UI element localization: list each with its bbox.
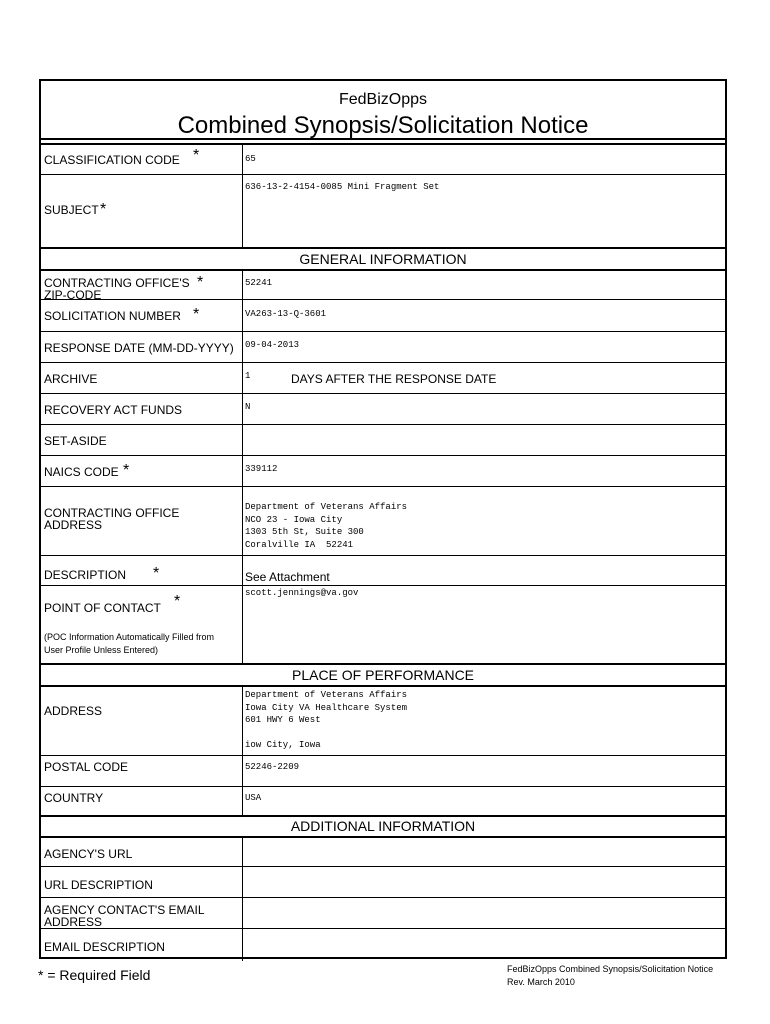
form-header-title: FedBizOpps <box>338 91 428 108</box>
subject-label: SUBJECT <box>44 203 99 217</box>
agency-email-label-line1: AGENCY CONTACT'S EMAIL <box>44 903 205 917</box>
set-aside-label: SET-ASIDE <box>44 434 107 448</box>
divider <box>41 269 725 271</box>
section-additional-information: ADDITIONAL INFORMATION <box>290 818 476 834</box>
column-divider <box>242 837 243 961</box>
divider <box>41 455 725 456</box>
divider <box>41 928 725 929</box>
footer-form-name: FedBizOpps Combined Synopsis/Solicitation Notice <box>507 964 714 974</box>
footer-revision: Rev. March 2010 <box>507 977 575 987</box>
required-marker: * <box>193 147 200 164</box>
divider <box>41 424 725 425</box>
classification-code-value[interactable]: 65 <box>245 154 256 164</box>
archive-label: ARCHIVE <box>44 372 98 386</box>
naics-code-value[interactable]: 339112 <box>245 464 278 474</box>
url-description-label: URL DESCRIPTION <box>44 878 153 892</box>
subject-value[interactable]: 636-13-2-4154-0085 Mini Fragment Set <box>245 182 440 192</box>
solicitation-number-value[interactable]: VA263-13-Q-3601 <box>245 309 327 319</box>
divider <box>41 138 725 140</box>
naics-code-label: NAICS CODE <box>44 465 119 479</box>
poc-note-line1: (POC Information Automatically Filled from <box>44 632 215 642</box>
contracting-office-address-value[interactable]: Department of Veterans Affairs NCO 23 - Iowa City 1303 5th St, Suite 300 Coralville IA 52241 <box>245 502 408 550</box>
point-of-contact-value[interactable]: scott.jennings@va.gov <box>245 588 359 598</box>
column-divider <box>242 144 243 248</box>
postal-code-value[interactable]: 52246-2209 <box>245 762 300 772</box>
zip-label-line2: ZIP-CODE <box>44 288 102 302</box>
divider <box>41 815 725 817</box>
solicitation-number-label: SOLICITATION NUMBER <box>44 309 181 323</box>
classification-code-label: CLASSIFICATION CODE <box>44 153 180 167</box>
divider <box>41 299 725 300</box>
divider <box>41 331 725 332</box>
description-label: DESCRIPTION <box>44 568 127 582</box>
description-value[interactable]: See Attachment <box>245 570 330 584</box>
archive-suffix: DAYS AFTER THE RESPONSE DATE <box>291 372 497 386</box>
pop-address-value[interactable]: Department of Veterans Affairs Iowa City VA Healthcare System 601 HWY 6 West iow City, Iowa <box>245 690 408 750</box>
response-date-value[interactable]: 09-04-2013 <box>245 340 300 350</box>
contracting-office-label-line1: CONTRACTING OFFICE <box>44 506 180 520</box>
divider <box>41 174 725 175</box>
recovery-act-label: RECOVERY ACT FUNDS <box>44 403 183 417</box>
divider <box>41 362 725 363</box>
divider <box>41 486 725 487</box>
divider <box>41 247 725 249</box>
divider <box>41 897 725 898</box>
required-marker: * <box>123 462 130 479</box>
required-field-note: * = Required Field <box>38 967 151 983</box>
divider <box>41 786 725 787</box>
postal-code-label: POSTAL CODE <box>44 760 129 774</box>
archive-value[interactable]: 1 <box>245 371 251 381</box>
divider <box>41 755 725 756</box>
section-general-information: GENERAL INFORMATION <box>299 251 467 267</box>
contracting-office-label-line2: ADDRESS <box>44 518 103 532</box>
pop-address-label: ADDRESS <box>44 704 103 718</box>
divider <box>41 663 725 665</box>
form-header-subtitle: Combined Synopsis/Solicitation Notice <box>177 112 589 139</box>
agency-email-label-line2: ADDRESS <box>44 915 103 929</box>
recovery-act-value[interactable]: N <box>245 402 251 412</box>
country-label: COUNTRY <box>44 791 104 805</box>
poc-note-line2: User Profile Unless Entered) <box>44 645 159 655</box>
required-marker: * <box>100 201 107 218</box>
required-marker: * <box>174 593 181 610</box>
point-of-contact-label: POINT OF CONTACT <box>44 601 161 615</box>
response-date-label: RESPONSE DATE (MM-DD-YYYY) <box>44 341 234 355</box>
divider <box>41 143 725 145</box>
divider <box>41 585 725 586</box>
divider <box>41 685 725 687</box>
zip-value[interactable]: 52241 <box>245 278 273 288</box>
notice-form <box>39 79 727 959</box>
divider <box>41 393 725 394</box>
divider <box>41 866 725 867</box>
required-marker: * <box>197 274 204 291</box>
section-place-of-performance: PLACE OF PERFORMANCE <box>291 667 475 683</box>
divider <box>41 555 725 556</box>
divider <box>41 836 725 838</box>
country-value[interactable]: USA <box>245 793 262 803</box>
column-divider <box>242 686 243 816</box>
required-marker: * <box>153 565 160 582</box>
column-divider <box>242 270 243 664</box>
zip-label-line1: CONTRACTING OFFICE'S <box>44 276 190 290</box>
agency-url-label: AGENCY'S URL <box>44 847 133 861</box>
required-marker: * <box>193 306 200 323</box>
email-description-label: EMAIL DESCRIPTION <box>44 940 165 954</box>
